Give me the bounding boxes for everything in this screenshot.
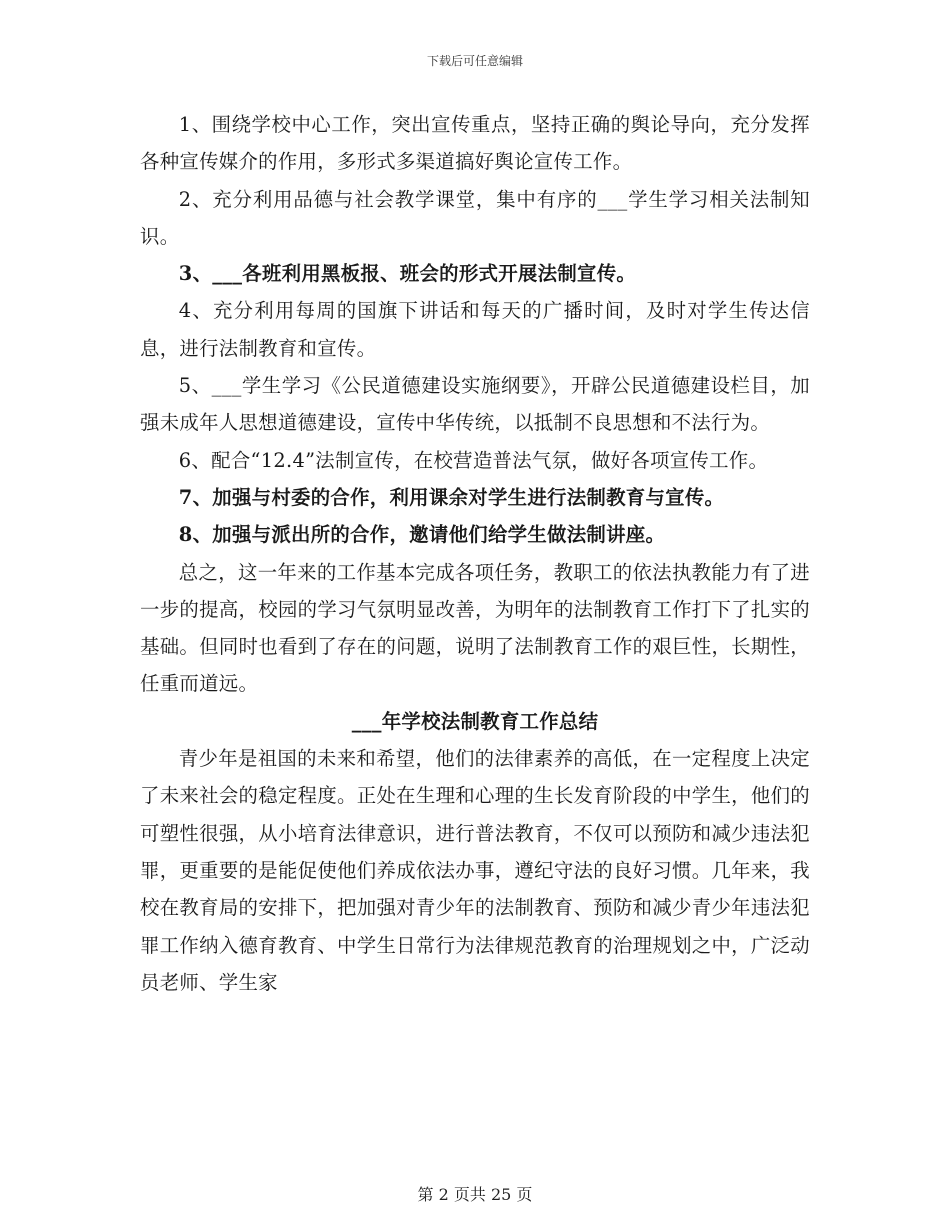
paragraph-item-8: 8、加强与派出所的合作，邀请他们给学生做法制讲座。 [178, 523, 666, 547]
page-footer: 第 2 页共 25 页 [417, 1185, 533, 1204]
summary-paragraph: 总之，这一年来的工作基本完成各项任务，教职工的依法执教能力有了进一步的提高，校园的学习气氛明显改善，为明年的法制教育工作打下了扎实的基础。但同时也看到了存在的问题，说明了法制教育工作的艰巨性，长期性，任重而道远。 [140, 560, 810, 696]
page-header: 下载后可任意编辑 [426, 54, 523, 68]
paragraph-item-4: 4、充分利用每周的国旗下讲话和每天的广播时间，及时对学生传达信息，进行法制教育和宣传。 [140, 299, 810, 360]
paragraph-item-7: 7、加强与村委的合作，利用课余对学生进行法制教育与宣传。 [178, 485, 725, 509]
body-paragraph: 青少年是祖国的未来和希望，他们的法律素养的高低，在一定程度上决定了未来社会的稳定程度。正处在生理和心理的生长发育阶段的中学生，他们的可塑性很强，从小培育法律意识，进行普法教育，不仅可以预防和减少违法犯罪，更重要的是能促使他们养成依法办事，遵纪守法的良好习惯。几年来，我校在教育局的安排下，把加强对青少年的法制教育、预防和减少青少年违法犯罪工作纳入德育教育、中学生日常行为法律规范教育的治理规划之中，广泛动员老师、学生家 [140, 747, 810, 994]
paragraph-item-2: 2、充分利用品德与社会教学课堂，集中有序的___学生学习相关法制知识。 [140, 187, 810, 248]
paragraph-item-3: 3、___各班利用黑板报、班会的形式开展法制宣传。 [178, 262, 637, 286]
document-body [140, 106, 810, 1001]
section-title: ___年学校法制教育工作总结 [351, 709, 599, 733]
paragraph-item-6: 6、配合“12.4”法制宣传，在校营造普法气氛，做好各项宣传工作。 [178, 448, 769, 472]
paragraph-item-1: 1、围绕学校中心工作，突出宣传重点，坚持正确的舆论导向，充分发挥各种宣传媒介的作用，多形式多渠道搞好舆论宣传工作。 [140, 113, 810, 174]
paragraph-item-5: 5、___学生学习《公民道德建设实施纲要》，开辟公民道德建设栏目，加强未成年人思想道德建设，宣传中华传统，以抵制不良思想和不法行为。 [140, 374, 810, 435]
